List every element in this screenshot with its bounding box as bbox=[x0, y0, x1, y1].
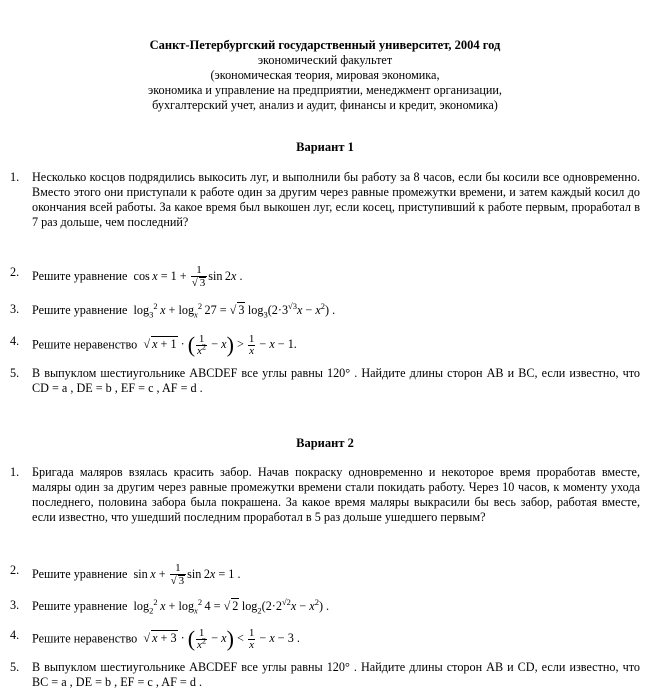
v1-problem-4 bbox=[10, 334, 640, 357]
faculty-line: экономический факультет bbox=[257, 53, 393, 67]
document-header bbox=[0, 38, 650, 113]
problem-formula: sin x + $\frac{1}{√ 3}$ sin 2x = 1 . bbox=[133, 562, 241, 587]
v1-problem-5 bbox=[10, 366, 640, 396]
problem-number: 4. bbox=[10, 334, 20, 348]
specialties-line-2: экономика и управление на предприятии, менеджмент организации, bbox=[148, 83, 502, 97]
problem-lead: Решите неравенство bbox=[32, 337, 138, 352]
v1-problem-1 bbox=[10, 170, 640, 230]
variant-2-title: Вариант 2 bbox=[296, 436, 354, 450]
problem-number: 2. bbox=[10, 563, 20, 577]
university-title: Санкт-Петербургский государственный университет, 2004 год bbox=[149, 38, 501, 52]
problem-number: 3. bbox=[10, 598, 20, 612]
problem-text: Бригада маляров взялась красить забор. Начав покраску одновременно и некоторое время проработав вместе, маляры один за другим через равные промежутки времени стали покидать работу. Через 10 часов, к моменту ухода последнего, половина забора была покрашена. За какое время маляры выкрасили бы весь забор, работая вместе, если известно, что ушедший последним проработал в 5 раз дольше ушедшего первым? bbox=[32, 465, 640, 524]
v2-problem-1 bbox=[10, 465, 640, 525]
v2-problem-3 bbox=[10, 598, 640, 614]
problem-body bbox=[32, 628, 640, 651]
problem-number: 5. bbox=[10, 366, 20, 380]
problem-number: 4. bbox=[10, 628, 20, 642]
problem-number: 2. bbox=[10, 265, 20, 279]
v1-problem-2 bbox=[10, 265, 640, 289]
problem-body bbox=[32, 265, 640, 289]
problem-body bbox=[32, 302, 640, 318]
problem-number: 5. bbox=[10, 660, 20, 674]
problem-number: 3. bbox=[10, 302, 20, 316]
problem-lead: Решите уравнение bbox=[32, 268, 128, 283]
specialties-line-1: (экономическая теория, мировая экономика, bbox=[210, 68, 440, 82]
problem-formula: √ x + 1 · ( $\frac{1}{x^2}$ − x) > $\frac{1}{x}$ − x − 1. bbox=[143, 332, 297, 358]
problem-lead: Решите уравнение bbox=[32, 599, 128, 613]
problem-lead: Решите неравенство bbox=[32, 631, 138, 646]
v2-problem-2 bbox=[10, 563, 640, 587]
problem-number: 1. bbox=[10, 465, 20, 479]
problem-text: В выпуклом шестиугольнике ABCDEF все углы равны 120° . Найдите длины сторон AB и BC, если известно, что CD = a , DE = b , EF = c , AF = d . bbox=[32, 366, 640, 395]
problem-lead: Решите уравнение bbox=[32, 303, 128, 317]
v1-problem-3 bbox=[10, 302, 640, 318]
problem-formula: √ x + 3 · ( $\frac{1}{x^2}$ − x) < $\frac{1}{x}$ − x − 3 . bbox=[143, 626, 300, 652]
problem-lead: Решите уравнение bbox=[32, 566, 128, 581]
problem-text: Несколько косцов подрядились выкосить луг, и выполнили бы работу за 8 часов, если бы косили все одновременно. Вместо этого они приступали к работе один за другим через равные промежутки времени, и затем каждый косил до окончания всей работы. За какое время был выкошен луг, если косец, приступивший к работе первым, проработал в 7 раз дольше, чем последний? bbox=[32, 170, 640, 229]
variant-1-title: Вариант 1 bbox=[296, 140, 354, 154]
v2-problem-4 bbox=[10, 628, 640, 651]
problem-formula: $\log_3^2 x + \log_x^2 27$ = √ 3 $\log_3(2\cdot 3^{√3}x - x^2)$ . bbox=[133, 300, 336, 320]
problem-formula: $\log_2^2 x + \log_x^2 4$ = √ 2 $\log_2(2\cdot 2^{√2}x - x^2)$ . bbox=[133, 596, 330, 616]
problem-body bbox=[32, 563, 640, 587]
problem-text: В выпуклом шестиугольнике ABCDEF все углы равны 120° . Найдите длины сторон AB и CD, если известно, что BC = a , DE = b , EF = c , AF = d . bbox=[32, 660, 640, 689]
problem-body bbox=[32, 598, 640, 614]
problem-body bbox=[32, 334, 640, 357]
v2-problem-5 bbox=[10, 660, 640, 690]
problem-number: 1. bbox=[10, 170, 20, 184]
specialties-line-3: бухгалтерский учет, анализ и аудит, финансы и кредит, экономика) bbox=[152, 98, 498, 112]
problem-formula: cos x = 1 + $\frac{1}{√ 3}$ sin 2x . bbox=[133, 264, 243, 289]
